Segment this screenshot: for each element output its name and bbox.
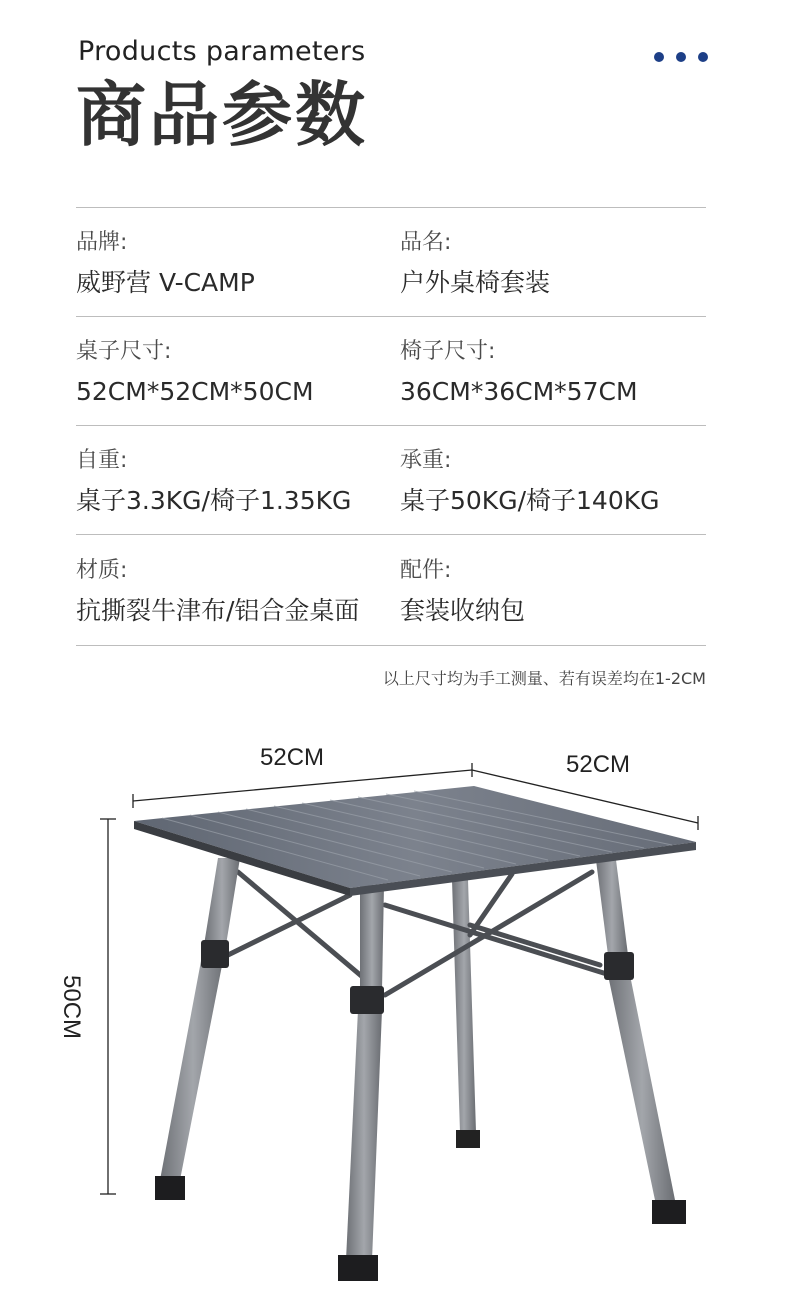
left-leg [155,858,240,1200]
param-label: 椅子尺寸: [400,339,496,364]
param-label: 承重: [400,448,452,473]
page-title: 商品参数 [76,74,368,156]
more-dots-icon [654,52,708,62]
param-brand [76,232,255,295]
param-value: 套装收纳包 [400,596,526,625]
divider [76,316,706,317]
divider [76,425,706,426]
back-leg [452,880,480,1148]
param-value: 户外桌椅套装 [400,268,551,297]
cross-braces [228,872,610,995]
divider [76,534,706,535]
param-load [400,450,660,513]
subtitle-english: Products parameters [78,36,366,67]
center-leg [338,885,384,1281]
param-label: 配件: [400,558,452,583]
dot-icon [676,52,686,62]
dot-icon [654,52,664,62]
dimension-height [58,819,116,1194]
param-accessories [400,560,525,623]
divider [76,645,706,646]
param-product-name [400,232,550,295]
param-value: 52CM*52CM*50CM [76,377,314,406]
param-table-size [76,341,314,404]
param-value: 抗撕裂牛津布/铝合金桌面 [76,596,360,625]
param-label: 品名: [400,230,452,255]
right-leg [596,860,686,1224]
param-value: 36CM*36CM*57CM [400,377,638,406]
param-value: 桌子50KG/椅子140KG [400,486,660,515]
param-weight [76,450,351,513]
param-chair-size [400,341,638,404]
param-label: 品牌: [76,230,128,255]
height-label: 50CM [58,975,85,1040]
param-value: 桌子3.3KG/椅子1.35KG [76,486,352,515]
param-label: 自重: [76,448,128,473]
dot-icon [698,52,708,62]
measurement-note: 以上尺寸均为手工测量、若有误差均在1-2CM [382,669,706,688]
param-material [76,560,359,623]
depth-label: 52CM [566,751,631,778]
table-diagram [0,730,790,1314]
width-label: 52CM [260,744,325,771]
param-label: 桌子尺寸: [76,339,172,364]
param-value: 威野营 V-CAMP [76,268,255,297]
param-label: 材质: [76,558,128,583]
divider [76,207,706,208]
